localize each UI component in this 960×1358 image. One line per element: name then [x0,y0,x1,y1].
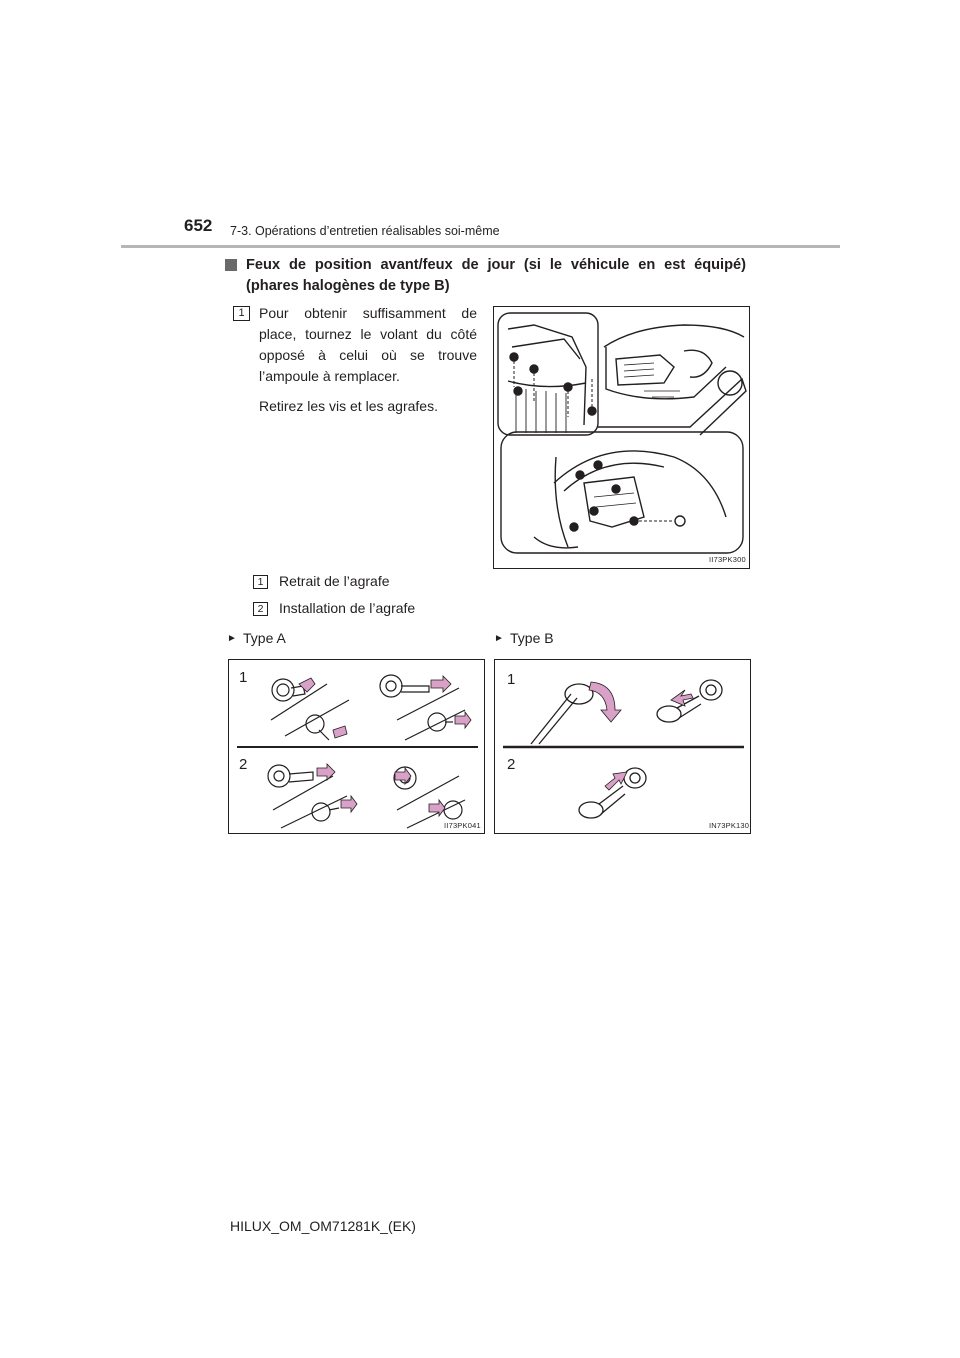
type-b-label: Type B [510,630,554,646]
step-instruction-2: Retirez les vis et les agrafes. [259,398,438,414]
type-b-illustration [494,659,751,834]
header-divider [121,245,840,248]
detail-bubble-top [498,313,598,435]
section-heading: Feux de position avant/feux de jour (si le véhicule en est équipé) (phares halogènes de type B) [246,257,746,294]
type-a-row2-number: 2 [239,756,248,773]
type-b-row2-number: 2 [507,756,516,773]
footer-document-id: HILUX_OM_OM71281K_(EK) [230,1218,416,1234]
step-number-box: 1 [233,306,250,321]
type-a-label: Type A [243,630,286,646]
step-text [259,303,477,417]
headlight-area-drawing [494,307,749,568]
step-instruction: Pour obtenir suffisamment de place, tournez le volant du côté opposé à celui où se trouve l’ampoule à remplacer. [259,305,477,384]
chapter-title: 7-3. Opérations d’entretien réalisables soi-même [230,224,500,238]
legend-label-install-clip: Installation de l’agrafe [279,600,416,616]
type-a-figure-code: II73PK041 [444,821,481,830]
type-b-row1-number: 1 [507,671,516,688]
detail-bubble-bottom [501,432,743,553]
type-a-bullet-icon: ► [227,633,237,644]
section-square-icon [225,259,237,271]
legend-number-1: 1 [253,575,268,589]
type-a-illustration [228,659,485,834]
type-b-bullet-icon: ► [494,633,504,644]
type-a-row1-number: 1 [239,669,248,686]
legend-number-2: 2 [253,602,268,616]
legend-label-remove-clip: Retrait de l’agrafe [279,573,390,589]
type-b-figure-code: IN73PK130 [709,821,750,830]
main-figure-code: II73PK300 [709,555,746,564]
main-illustration [493,306,750,569]
page-number: 652 [184,216,213,235]
